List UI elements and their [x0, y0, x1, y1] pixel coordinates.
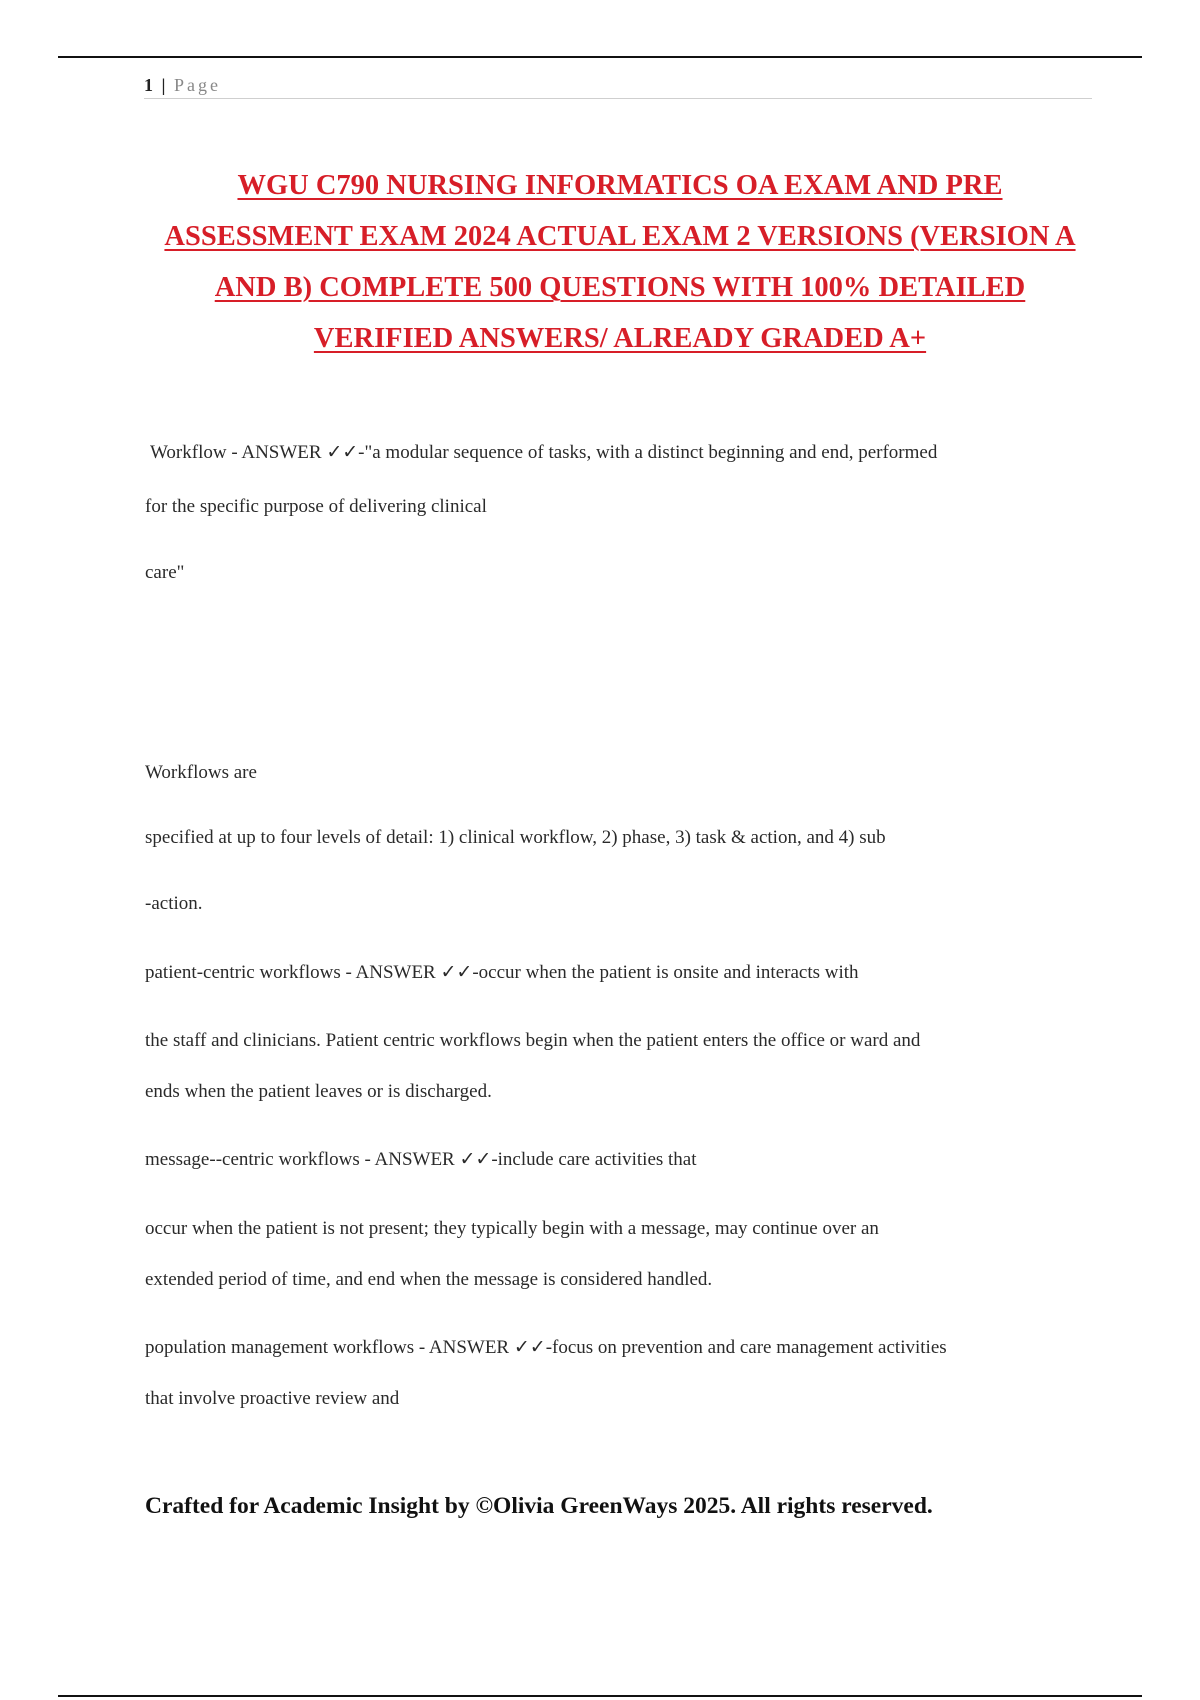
title-line: ASSESSMENT EXAM 2024 ACTUAL EXAM 2 VERSIONS (VERSION A — [164, 221, 1076, 252]
body-line: Workflows are — [145, 762, 257, 783]
page-number: 1 — [144, 75, 153, 95]
body-line: message--centric workflows - ANSWER ✓✓-include care activities that — [145, 1149, 697, 1170]
body-line: extended period of time, and end when the message is considered handled. — [145, 1269, 713, 1290]
top-rule — [58, 56, 1142, 58]
document-title — [130, 160, 1110, 364]
copyright-footer: Crafted for Academic Insight by ©Olivia GreenWays 2025. All rights reserved. — [145, 1493, 933, 1519]
title-line: AND B) COMPLETE 500 QUESTIONS WITH 100% DETAILED — [214, 272, 1026, 303]
body-line: occur when the patient is not present; they typically begin with a message, may continue over an — [145, 1218, 879, 1239]
body-line: ends when the patient leaves or is discharged. — [145, 1081, 492, 1102]
page-label: Page — [173, 75, 221, 95]
body-line: patient-centric workflows - ANSWER ✓✓-occur when the patient is onsite and interacts with — [145, 962, 859, 983]
title-line: WGU C790 NURSING INFORMATICS OA EXAM AND PRE — [237, 170, 1003, 201]
bottom-rule — [58, 1695, 1142, 1697]
body-line: that involve proactive review and — [145, 1388, 400, 1409]
body-line: specified at up to four levels of detail: 1) clinical workflow, 2) phase, 3) task & action, and 4) sub — [145, 827, 886, 848]
body-line: for the specific purpose of delivering clinical — [145, 496, 487, 517]
body-line: Workflow - ANSWER ✓✓-"a modular sequence of tasks, with a distinct beginning and end, performed — [150, 442, 938, 463]
title-line: VERIFIED ANSWERS/ ALREADY GRADED A+ — [313, 323, 927, 354]
page-separator: | — [161, 75, 166, 95]
body-line: -action. — [145, 893, 203, 914]
page-header — [144, 72, 1092, 99]
body-line: the staff and clinicians. Patient centric workflows begin when the patient enters the office or ward and — [145, 1030, 921, 1051]
body-line: care" — [145, 562, 185, 583]
body-line: population management workflows - ANSWER ✓✓-focus on prevention and care management activities — [145, 1337, 947, 1358]
